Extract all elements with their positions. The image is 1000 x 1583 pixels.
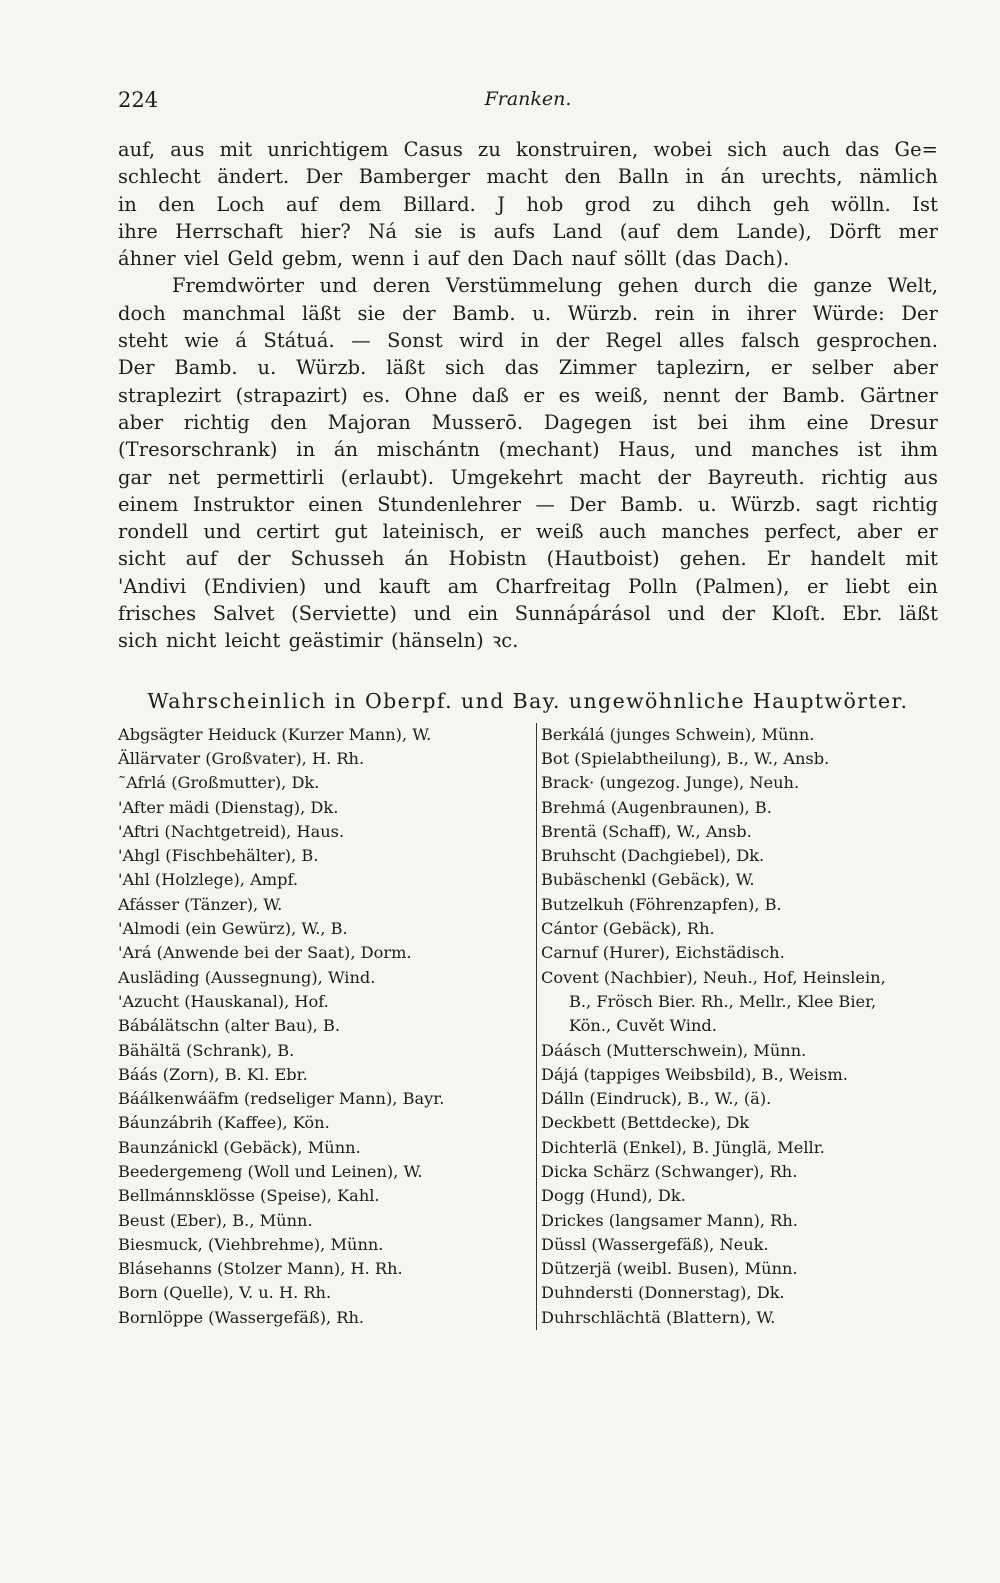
text-line: sich nicht leicht geästimir (hänseln) ꝛc. bbox=[118, 629, 519, 653]
text-line: doch manchmal läßt sie der Bamb. u. Würzb. rein in ihrer Würde: Der bbox=[118, 301, 938, 325]
glossary-entry: Covent (Nachbier), Neuh., Hof, Heinslein, bbox=[541, 967, 886, 987]
text-line: gar net permettirli (erlaubt). Umgekehrt macht der Bayreuth. richtig aus bbox=[118, 465, 938, 489]
glossary-entry: Brack· (ungezog. Junge), Neuh. bbox=[541, 773, 800, 793]
glossary-entry: Kön., Cuvět Wind. bbox=[569, 1016, 717, 1036]
text-line: frisches Salvet (Serviette) und ein Sunnápárásol und der Kloſt. Ebr. läßt bbox=[118, 602, 938, 626]
glossary-entry: Bot (Spielabtheilung), B., W., Ansb. bbox=[541, 748, 830, 768]
glossary-entry: 'Ahl (Holzlege), Ampf. bbox=[118, 870, 299, 890]
page-number: 224 bbox=[118, 88, 159, 112]
glossary-entry: 'Ahgl (Fischbehälter), B. bbox=[118, 846, 319, 866]
glossary-entry: 'Ará (Anwende bei der Saat), Dorm. bbox=[118, 943, 412, 963]
glossary-entry: 'Azucht (Hauskanal), Hof. bbox=[118, 991, 329, 1011]
glossary-entry: Dichterlä (Enkel), B. Jünglä, Mellr. bbox=[541, 1137, 825, 1157]
glossary-entry: Dáásch (Mutterschwein), Münn. bbox=[541, 1040, 807, 1060]
glossary-entry: Brentä (Schaff), W., Ansb. bbox=[541, 821, 752, 841]
text-line: rondell und certirt gut lateinisch, er weiß auch manches perfect, aber er bbox=[118, 520, 938, 544]
glossary-entry: Bruhscht (Dachgiebel), Dk. bbox=[541, 846, 765, 866]
glossary-entry: Bähältä (Schrank), B. bbox=[118, 1040, 295, 1060]
glossary-entry: 'After mädi (Dienstag), Dk. bbox=[118, 797, 339, 817]
glossary-entry: Báunzábrih (Kaffee), Kön. bbox=[118, 1113, 330, 1133]
glossary-entry: Abgsägter Heiduck (Kurzer Mann), W. bbox=[118, 724, 432, 744]
glossary-entry: Bubäschenkl (Gebäck), W. bbox=[541, 870, 755, 890]
glossary-entry: Butzelkuh (Föhrenzapfen), B. bbox=[541, 894, 782, 914]
text-line: in den Loch auf dem Billard. J hob grod zu dihch geh wölln. Ist bbox=[118, 192, 938, 216]
text-line: Der Bamb. u. Würzb. läßt sich das Zimmer taplezirn, er selber aber bbox=[118, 356, 938, 380]
glossary-entry: Beedergemeng (Woll und Leinen), W. bbox=[118, 1161, 423, 1181]
glossary-entry: Baunzánickl (Gebäck), Münn. bbox=[118, 1137, 361, 1157]
glossary-entry: 'Aftri (Nachtgetreid), Haus. bbox=[118, 821, 345, 841]
glossary-entry: Bornlöppe (Wassergefäß), Rh. bbox=[118, 1307, 365, 1327]
glossary-entry: Biesmuck, (Viehbrehme), Münn. bbox=[118, 1234, 384, 1254]
section-title: Wahrscheinlich in Oberpf. und Bay. ungewöhnliche Hauptwörter. bbox=[147, 688, 909, 713]
page-header bbox=[118, 88, 938, 128]
glossary-entry: Born (Quelle), V. u. H. Rh. bbox=[118, 1283, 332, 1303]
text-line: áhner viel Geld gebm, wenn i auf den Dach nauf söllt (das Dach). bbox=[118, 247, 790, 271]
glossary-entry: Brehmá (Augenbraunen), B. bbox=[541, 797, 772, 817]
glossary-entry: Berkálá (junges Schwein), Münn. bbox=[541, 724, 815, 744]
glossary-entry: Drickes (langsamer Mann), Rh. bbox=[541, 1210, 798, 1230]
glossary-right-column bbox=[536, 723, 941, 1330]
glossary-entry: Duhrschlächtä (Blattern), W. bbox=[541, 1307, 776, 1327]
text-line: aber richtig den Majoran Musserō. Dagegen ist bei ihm eine Dresur bbox=[118, 410, 938, 434]
paragraph-casus bbox=[118, 136, 938, 272]
glossary-entry: ˜Afrlá (Großmutter), Dk. bbox=[118, 773, 320, 793]
text-line: (Tresorschrank) in án mischántn (mechant) Haus, und manches ist ihm bbox=[118, 438, 938, 462]
glossary-entry: Blásehanns (Stolzer Mann), H. Rh. bbox=[118, 1259, 403, 1279]
text-line: 'Andivi (Endivien) und kauft am Charfreitag Polln (Palmen), er liebt ein bbox=[118, 574, 938, 598]
text-line: auf, aus mit unrichtigem Casus zu konstruiren, wobei sich auch das Ge= bbox=[118, 138, 938, 161]
glossary-entry: 'Almodi (ein Gewürz), W., B. bbox=[118, 919, 348, 939]
paragraph-fremdwoerter bbox=[118, 272, 938, 654]
glossary-entry: Cántor (Gebäck), Rh. bbox=[541, 919, 715, 939]
glossary-entry: Beust (Eber), B., Münn. bbox=[118, 1210, 313, 1230]
text-line: schlecht ändert. Der Bamberger macht den Balln in án urechts, nämlich bbox=[118, 165, 938, 189]
glossary-entry: Carnuf (Hurer), Eichstädisch. bbox=[541, 943, 785, 963]
glossary-entry: Báás (Zorn), B. Kl. Ebr. bbox=[118, 1064, 308, 1084]
glossary-entry: Dájá (tappiges Weibsbild), B., Weism. bbox=[541, 1064, 848, 1084]
glossary-entry: Báálkenwáäfm (redseliger Mann), Bayr. bbox=[118, 1089, 445, 1109]
glossary-entry: Bellmánnsklösse (Speise), Kahl. bbox=[118, 1186, 380, 1206]
glossary-entry: Bábálätschn (alter Bau), B. bbox=[118, 1016, 340, 1036]
running-title: Franken. bbox=[484, 88, 572, 110]
book-page bbox=[118, 88, 938, 1343]
glossary-entry: Dützerjä (weibl. Busen), Münn. bbox=[541, 1259, 798, 1279]
glossary-entry: B., Frösch Bier. Rh., Mellr., Klee Bier, bbox=[569, 991, 877, 1011]
text-line: steht wie á Státuá. — Sonst wird in der Regel alles falsch gesprochen. bbox=[118, 329, 938, 353]
glossary-entry: Dálln (Eindruck), B., W., (ä). bbox=[541, 1089, 772, 1109]
text-line: straplezirt (strapazirt) es. Ohne daß er es weiß, nennt der Bamb. Gärtner bbox=[118, 383, 938, 407]
glossary-entry: Ällärvater (Großvater), H. Rh. bbox=[118, 748, 365, 768]
text-line: sicht auf der Schusseh án Hobistn (Hautboist) gehen. Er handelt mit bbox=[118, 547, 938, 571]
glossary-columns bbox=[118, 723, 938, 1343]
text-line: einem Instruktor einen Stundenlehrer — Der Bamb. u. Würzb. sagt richtig bbox=[118, 492, 938, 516]
text-line: Fremdwörter und deren Verstümmelung gehen durch die ganze Welt, bbox=[172, 274, 938, 298]
glossary-entry: Dicka Schärz (Schwanger), Rh. bbox=[541, 1161, 798, 1181]
text-line: ihre Herrschaft hier? Ná sie is aufs Land (auf dem Lande), Dörft mer bbox=[118, 219, 938, 243]
glossary-left-column bbox=[118, 723, 518, 1330]
glossary-entry: Düssl (Wassergefäß), Neuk. bbox=[541, 1234, 769, 1254]
glossary-entry: Duhndersti (Donnerstag), Dk. bbox=[541, 1283, 785, 1303]
glossary-entry: Afásser (Tänzer), W. bbox=[118, 894, 283, 914]
glossary-entry: Dogg (Hund), Dk. bbox=[541, 1186, 686, 1206]
glossary-entry: Ausläding (Aussegnung), Wind. bbox=[118, 967, 376, 987]
glossary-entry: Deckbett (Bettdecke), Dk bbox=[541, 1113, 750, 1133]
